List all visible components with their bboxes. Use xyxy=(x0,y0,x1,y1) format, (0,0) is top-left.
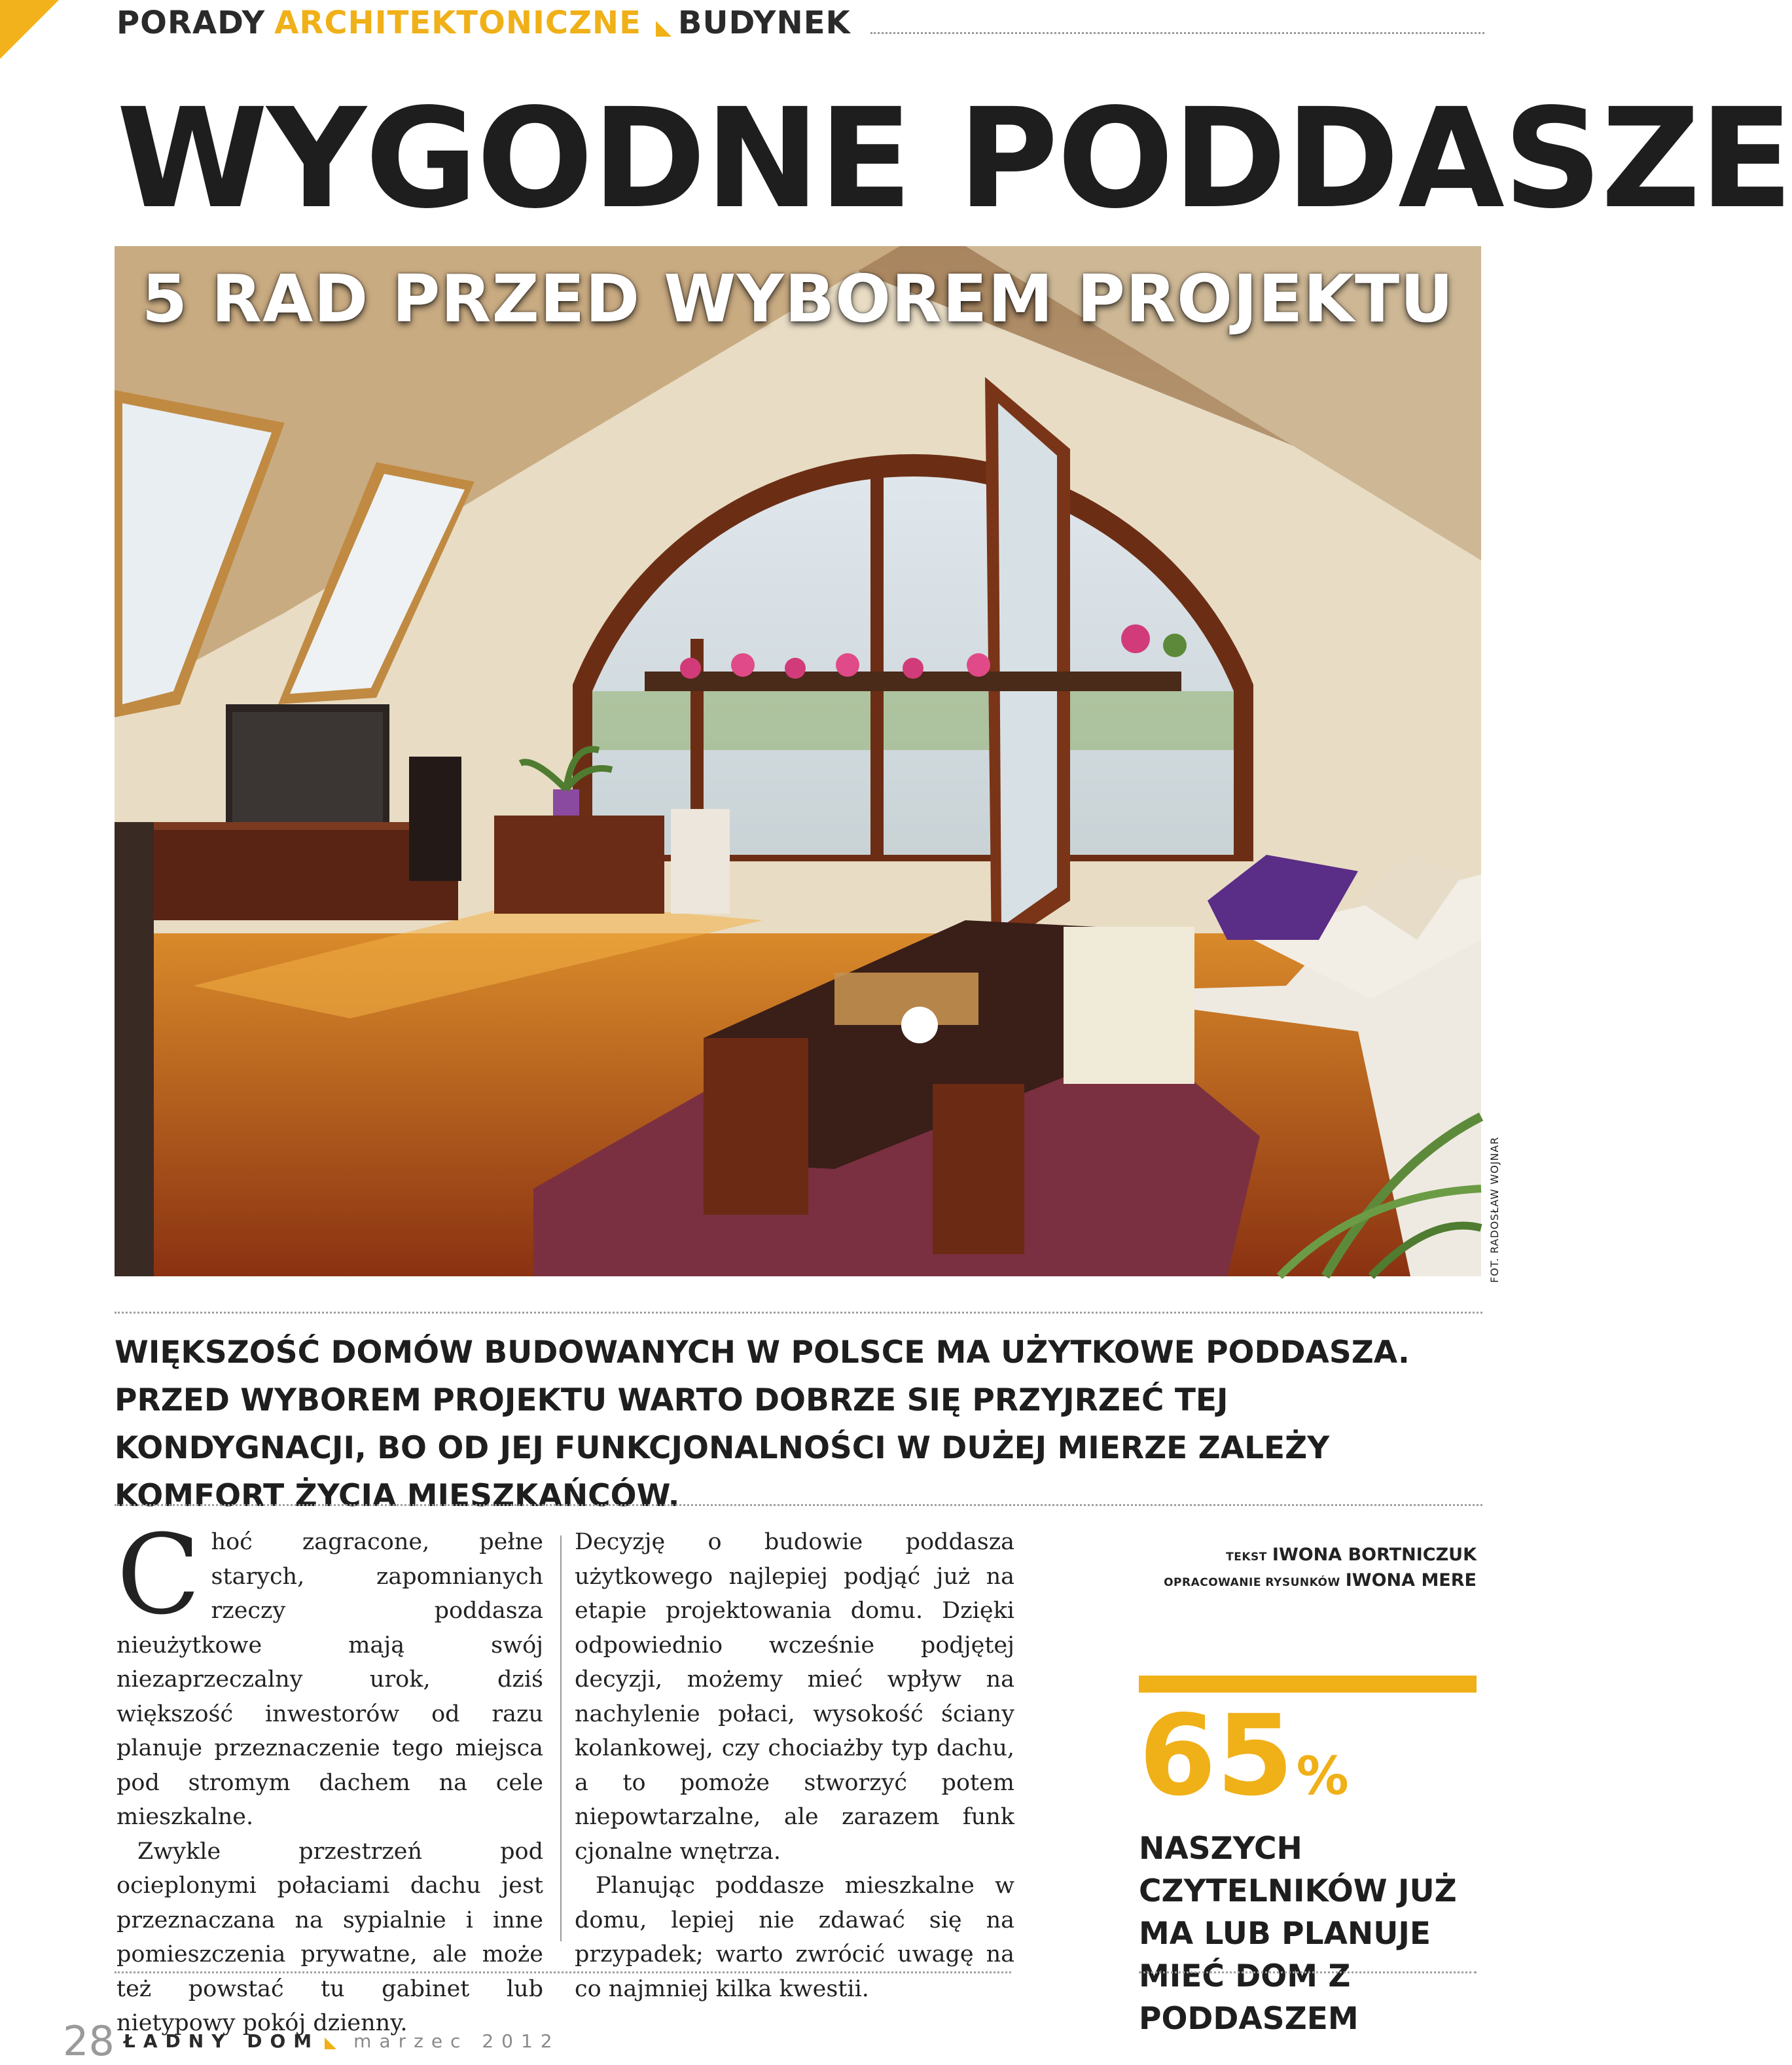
lead-bottom-rule xyxy=(115,1504,1482,1506)
col1-paragraph-1: hoć zagracone, pełne starych, zapomnianych rzeczy poddasza nieużytkowe mają swój niezaprzeczalny urok, dziś większość inwestorów od razu planuje przeznaczenie tego miejsca pod stromym dachem na cele mieszkalne. xyxy=(116,1529,543,1830)
stat-accent-bar xyxy=(1139,1676,1477,1693)
corner-accent xyxy=(0,0,59,59)
column-separator xyxy=(560,1535,562,1941)
article-subtitle: 5 RAD PRZED WYBOREM PROJEKTU xyxy=(141,260,1454,337)
page-footer xyxy=(63,2017,560,2065)
hero-photo xyxy=(115,246,1481,1276)
lead-paragraph: WIĘKSZOŚĆ DOMÓW BUDOWANYCH W POLSCE MA UŻYTKOWE PODDASZA. PRZED WYBOREM PROJEKTU WARTO DOBRZE SIĘ PRZYJRZEĆ TEJ KONDYGNACJI, BO OD JEJ FUNKCJONALNOŚCI W DUŻEJ MIERZE ZALEŻY KOMFORT ŻYCIA MIESZKAŃCÓW. xyxy=(115,1335,1410,1514)
body-bottom-rule xyxy=(115,1971,1011,1973)
credit-drawings-author: IWONA MERE xyxy=(1345,1570,1477,1590)
stat-number xyxy=(1139,1691,1349,1839)
article-title: WYGODNE PODDASZE xyxy=(116,79,1792,239)
header-dotted-rule xyxy=(870,32,1484,34)
author-credits xyxy=(1139,1543,1477,1594)
credit-drawings-label: OPRACOWANIE RYSUNKÓW xyxy=(1164,1576,1340,1589)
stat-value: 65 xyxy=(1139,1691,1294,1821)
drop-cap: C xyxy=(116,1511,201,1639)
page-number: 28 xyxy=(63,2017,115,2065)
sidebar-bottom-rule xyxy=(1139,1971,1477,1973)
attic-living-room-illustration xyxy=(115,246,1481,1276)
credit-drawings-row xyxy=(1139,1569,1477,1594)
credit-text-row xyxy=(1139,1543,1477,1569)
footer-triangle-icon xyxy=(325,2038,336,2049)
stat-unit: % xyxy=(1296,1746,1349,1806)
kicker-budynek: BUDYNEK xyxy=(677,5,851,41)
kicker-porady: PORADY xyxy=(116,5,266,41)
triangle-marker-icon xyxy=(656,21,672,37)
col2-paragraph-1: Decyzję o budowie poddasza użytkowego najlepiej podjąć już na etapie projektowania domu. Dzięki odpowiednio wcześnie podjętej decyzji, możemy mieć wpływ na nachylenie połaci, wysokość ściany kolankowej, czy chociażby typ dachu, a to pomoże stworzyć potem niepowtarzalne, ale zarazem funk cjonalne wnętrza. xyxy=(575,1529,1014,1865)
credit-text-label: TEKST xyxy=(1226,1551,1267,1564)
credit-text-author: IWONA BORTNICZUK xyxy=(1272,1545,1477,1565)
lead-top-rule xyxy=(115,1312,1482,1314)
col2-paragraph-2: Planując poddasze mieszkalne w domu, lepiej nie zdawać się na przypadek; warto zwrócić uwagę na co najmniej kilka kwestii. xyxy=(575,1873,1014,2002)
issue-date: marzec 2012 xyxy=(353,2030,560,2052)
photo-credit xyxy=(1488,1136,1514,1289)
magazine-name: ŁADNY DOM xyxy=(123,2030,320,2052)
kicker-architektoniczne: ARCHITEKTONICZNE xyxy=(274,5,641,41)
body-column-1 xyxy=(116,1511,543,2041)
body-column-2 xyxy=(575,1525,1014,2006)
stat-caption: NASZYCH CZYTELNIKÓW JUŻ MA LUB PLANUJE MIEĆ DOM Z PODDASZEM xyxy=(1139,1831,1457,2037)
col1-paragraph-2: Zwykle przestrzeń pod ocieplonymi połaciami dachu jest przeznaczana na sypialnie i inne pomieszczenia prywatne, ale może też powstać tu gabinet lub nietypowy pokój dzienny. xyxy=(116,1838,543,2036)
body-paragraph xyxy=(116,1511,543,1835)
photo-credit-text: FOT. RADOSŁAW WOJNAR xyxy=(1488,1136,1501,1283)
section-header xyxy=(116,0,1484,46)
